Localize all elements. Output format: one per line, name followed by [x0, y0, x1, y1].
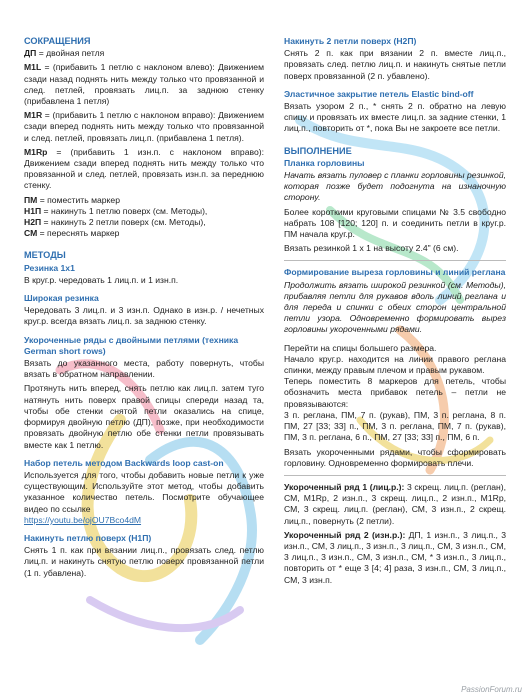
section-divider: [284, 260, 506, 261]
elastic-bindoff-heading: Эластичное закрытие петель Elastic bind-off: [284, 88, 474, 99]
abbr-term: ПМ: [24, 194, 38, 205]
abbr-item: [24, 195, 264, 206]
raglan-text-5: Вязать укороченными рядами, чтобы сформировать горловину. Одновременно формировать плечи.: [284, 446, 506, 468]
neckband-text-1: Более короткими круговыми спицами № 3.5 свободно набрать 108 [120; 120] п. и соединить петли в круг.р. ПМ начала круг.р.: [284, 206, 506, 240]
short-rows-heading: Укороченные ряды с двойными петлями (техника German short rows): [24, 334, 239, 356]
abbr-term: Н2П: [24, 217, 42, 228]
raglan-text-3: Теперь поместить 8 маркеров для петель, чтобы обозначить места прибавок петель – петли не провязываются:: [284, 376, 506, 409]
rib-heading: Резинка 1х1: [24, 262, 75, 273]
abbr-term: M1Rp: [24, 146, 48, 157]
backwards-loop-text: Используется для того, чтобы добавить новые петли к уже существующим. Используйте этот метод, чтобы добавить указанное количество петель. Посмотрите обучающее видео по ссылке: [24, 469, 264, 514]
wide-rib-heading: Широкая резинка: [24, 293, 99, 304]
elastic-bindoff-text: Вязать узором 2 п., * снять 2 п. обратно на левую спицу и провязать их вместе лиц.п. за задние стенки, 1 лиц.п., повторить от *, пока Вы не закроете все петли.: [284, 101, 506, 134]
backwards-loop-heading: Набор петель методом Backwards loop cast-on: [24, 457, 224, 468]
raglan-intro: Продолжить вязать широкой резинкой (см. Методы), прибавляя петли для рукавов вдоль линий реглана и для переда и спинки с обеих сторон центральной петли узора. Одновременно формировать вырез горловины укороченными рядами.: [284, 279, 506, 335]
abbr-item: [24, 228, 264, 239]
abbr-item: [24, 206, 264, 217]
abbr-term: ДП: [24, 48, 37, 59]
n1p-heading: Накинуть петлю поверх (Н1П): [24, 532, 152, 543]
abbr-definition: = двойная петля: [36, 48, 105, 59]
short-row-2-text: ДП, 1 изн.п., 3 лиц.п., 3 изн.п., СМ, 3 лиц.п., 3 изн.п., 3 лиц.п., СМ, 3 изн.п., СМ, 3 лиц.п., 3 изн.п., СМ, 3 изн.п., СМ, * 3 изн.п., 3 лиц.п., повторить от * еще 3 [4; 4] раза, 3 изн.п., СМ, 3 лиц.п., СМ, 3 изн.п.: [284, 529, 506, 585]
short-row-1-label: Укороченный ряд 1 (лиц.р.):: [284, 481, 405, 492]
execution-heading: ВЫПОЛНЕНИЕ: [284, 145, 352, 156]
neckband-text-2: Вязать резинкой 1 х 1 на высоту 2.4" (6 см).: [284, 243, 459, 254]
abbr-item: [24, 62, 264, 107]
short-row-1: [284, 482, 506, 527]
right-column: [284, 36, 506, 589]
section-divider: [284, 475, 506, 476]
abbr-term: СМ: [24, 228, 38, 239]
tutorial-video-link[interactable]: https://youtu.be/ojOU7Bco4dM: [24, 514, 142, 525]
abbr-item: [24, 217, 264, 228]
rib-text: В круг.р. чередовать 1 лиц.п. и 1 изн.п.: [24, 274, 179, 285]
abbr-item: [24, 48, 264, 59]
abbr-term: M1L: [24, 62, 42, 73]
watermark: PassionForum.ru: [461, 685, 522, 694]
abbr-term: Н1П: [24, 205, 42, 216]
abbr-item: [24, 147, 264, 192]
abbr-definition: = (прибавить 1 петлю с наклоном влево): Движением сзади назад поднять нить между только что провязанной и след. петлей, провязать лиц.п. за заднюю стенку (прибавлена 1 петля): [24, 62, 264, 107]
short-row-2: [284, 530, 506, 586]
abbr-definition: = накинуть 1 петлю поверх (см. Методы),: [41, 205, 208, 216]
methods-heading: МЕТОДЫ: [24, 250, 66, 261]
raglan-text-2: Начало круг.р. находится на линии правого реглана спинки, между правым плечом и правым рукавом.: [284, 353, 506, 376]
short-rows-text-2: Протянуть нить вперед, снять петлю как лиц.п. затем туго натянуть нить поверх правой спицы спереди назад та, чтобы обе стенки снятой петли оказались на спице, формируя двойную петлю (ДП), позже, при необходимости провязать двойную петлю обе стенки петли провязывать вместе как 1 петлю.: [24, 383, 264, 450]
raglan-text-1: Перейти на спицы большего размера.: [284, 342, 437, 353]
tutorial-video-link-row: [24, 515, 264, 526]
abbr-definition: = накинуть 2 петли поверх (см. Методы),: [41, 217, 206, 228]
neckband-heading: Планка горловины: [284, 157, 365, 168]
abbreviations-heading: СОКРАЩЕНИЯ: [24, 36, 91, 46]
left-column: [24, 36, 264, 582]
raglan-text-4: 3 п. реглана, ПМ, 7 п. (рукав), ПМ, 3 п. реглана, 8 п. ПМ, 27 [33; 33] п., ПМ, 3 п. реглана, ПМ, 7 п. (рукав), ПМ, 3 п. реглана, 6 п., ПМ, 27 [33; 33] п., ПМ, 6 п.: [284, 409, 506, 443]
wide-rib-text: Чередовать 3 лиц.п. и 3 изн.п. Однако в изн.р. / нечетных круг.р. всегда вязать лиц.п. за заднюю стенку.: [24, 305, 264, 327]
raglan-heading: Формирование выреза горловины и линий реглана: [284, 267, 506, 278]
abbr-definition: = (прибавить 1 петлю с наклоном вправо): Движением сзади вперед поднять нить между только что провязанной и след. петлей, провязать лиц.п. (прибавлена 1 петля).: [24, 110, 264, 143]
short-row-2-label: Укороченный ряд 2 (изн.р.):: [284, 529, 406, 540]
abbr-item: [24, 110, 264, 144]
n2p-heading: Накинуть 2 петли поверх (Н2П): [284, 36, 417, 46]
abbr-definition: = переснять маркер: [37, 228, 120, 239]
n1p-text: Снять 1 п. как при вязании лиц.п., провязать след. петлю лиц.п. и накинуть снятую петлю поверх провязанной петли (1 п. убавлена).: [24, 545, 264, 578]
abbr-definition: = поместить маркер: [37, 194, 120, 205]
short-rows-text-1: Вязать до указанного места, работу повернуть, чтобы вязать в обратном направлении.: [24, 358, 264, 380]
neckband-intro: Начать вязать пуловер с планки горловины резинкой, которая позже будет подогнута на изнаночную сторону.: [284, 170, 506, 203]
short-row-1-text: 3 скрещ. лиц.п. (реглан), СМ, M1Rp, 2 изн.п., 3 скрещ. лиц.п., 2 изн.п., M1Rp, СМ, 3 скрещ. лиц.п. (реглан), СМ, 3 изн.п., 2 скрещ. лиц.п., повернуть (2 петли).: [284, 481, 506, 526]
n2p-text: Снять 2 п. как при вязании 2 п. вместе лиц.п., провязать след. петлю лиц.п. и накинуть снятые петли поверх провязанной (2 п. убавлено).: [284, 48, 506, 81]
abbr-definition: = (прибавить 1 изн.п. с наклоном вправо): Движением сзади вперед поднять нить между только что провязанной и след. петлей, провязать изн.п. за переднюю стенку.: [24, 146, 264, 191]
abbr-term: M1R: [24, 110, 43, 121]
